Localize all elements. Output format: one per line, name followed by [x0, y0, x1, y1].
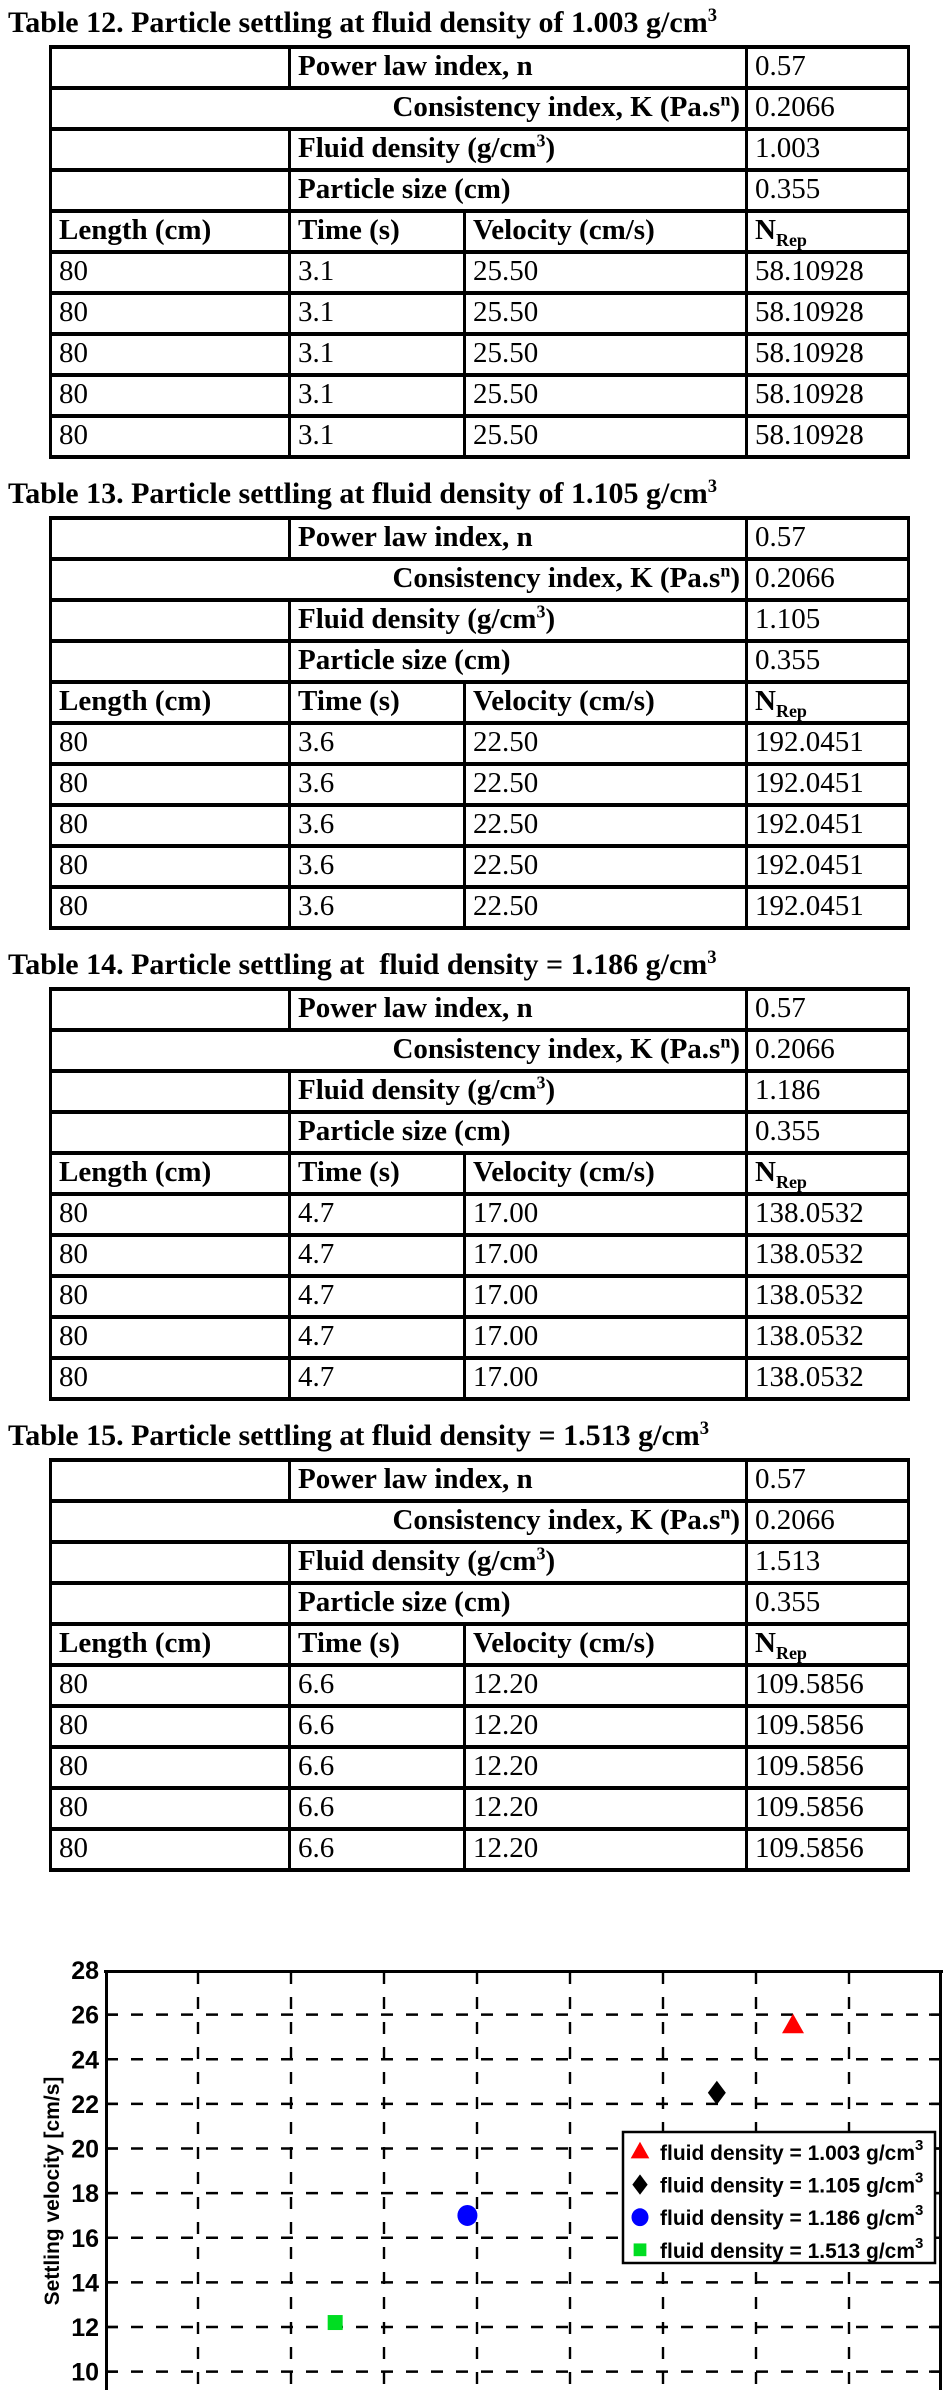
- cell: 17.00: [465, 1276, 747, 1317]
- superscript: n: [720, 560, 731, 581]
- table-row: [51, 764, 909, 805]
- cell: 3.1: [290, 252, 465, 293]
- legend-label: fluid density = 1.003 $g/cm^3$: [660, 2137, 924, 2165]
- data-point-square: [328, 2315, 343, 2330]
- table-row: [51, 1706, 909, 1747]
- param-row: [51, 170, 909, 211]
- table-row: [51, 252, 909, 293]
- table-13-title: Table 13. Particle settling at fluid density of 1.105 $g/cm^3$: [8, 476, 717, 510]
- cell: 192.0451: [747, 805, 909, 846]
- cell: 80: [51, 1317, 290, 1358]
- table-block-15: [0, 1413, 951, 1872]
- column-header: $N_{Rep}$: [747, 682, 909, 723]
- table-row: [51, 1829, 909, 1870]
- param-label: Particle size (cm): [290, 170, 747, 211]
- param-row: [51, 518, 909, 559]
- param-empty-cell: [51, 129, 290, 170]
- superscript: 3: [536, 1072, 546, 1093]
- legend-marker-circle: [632, 2208, 649, 2226]
- data-point-triangle: [782, 2014, 804, 2034]
- param-label: Fluid density $(g/cm^3)$: [290, 1071, 747, 1112]
- superscript: n: [720, 1031, 731, 1052]
- cell: 17.00: [465, 1235, 747, 1276]
- cell: 192.0451: [747, 764, 909, 805]
- superscript: 3: [536, 1543, 546, 1564]
- cell: 80: [51, 1665, 290, 1706]
- cell: 80: [51, 1194, 290, 1235]
- param-label: Power law index, n: [290, 518, 747, 559]
- param-label: Consistency index, K $(Pa.s^n)$: [51, 1030, 747, 1071]
- y-tick-label: 24: [71, 2046, 99, 2075]
- cell: 22.50: [465, 723, 747, 764]
- legend-label: fluid density = 1.513 $g/cm^3$: [660, 2234, 924, 2263]
- cell: 109.5856: [747, 1788, 909, 1829]
- cell: 12.20: [465, 1829, 747, 1870]
- cell: 3.1: [290, 293, 465, 334]
- table-14-title: Table 14. Particle settling at fluid density = 1.186 $g/cm^3$: [8, 947, 717, 981]
- y-tick-label: 22: [71, 2090, 99, 2119]
- cell: 3.6: [290, 805, 465, 846]
- param-label: Consistency index, K $(Pa.s^n)$: [51, 88, 747, 129]
- column-header: Velocity (cm/s): [465, 211, 747, 252]
- param-row: [51, 1030, 909, 1071]
- param-value: 0.355: [747, 641, 909, 682]
- table-row: [51, 375, 909, 416]
- column-header: $N_{Rep}$: [747, 1153, 909, 1194]
- column-header: Length (cm): [51, 211, 290, 252]
- cell: 22.50: [465, 846, 747, 887]
- subscript: Rep: [775, 1642, 807, 1663]
- cell: 80: [51, 1276, 290, 1317]
- param-label: Fluid density $(g/cm^3)$: [290, 600, 747, 641]
- param-row: [51, 641, 909, 682]
- param-value: 0.2066: [747, 559, 909, 600]
- cell: 4.7: [290, 1235, 465, 1276]
- cell: 25.50: [465, 375, 747, 416]
- cell: 4.7: [290, 1194, 465, 1235]
- param-empty-cell: [51, 518, 290, 559]
- settling-velocity-chart: [0, 1872, 951, 2387]
- table-row: [51, 293, 909, 334]
- superscript: 3: [536, 601, 546, 622]
- cell: 58.10928: [747, 334, 909, 375]
- subscript: Rep: [775, 1171, 807, 1192]
- header-row: [51, 211, 909, 252]
- superscript: 3: [707, 5, 717, 26]
- param-value: 0.355: [747, 1112, 909, 1153]
- cell: 6.6: [290, 1665, 465, 1706]
- table-row: [51, 1235, 909, 1276]
- table-14: [49, 987, 910, 1401]
- cell: 58.10928: [747, 416, 909, 457]
- cell: 4.7: [290, 1358, 465, 1399]
- cell: 6.6: [290, 1788, 465, 1829]
- table-block-13: [0, 471, 951, 930]
- param-label: Power law index, n: [290, 1460, 747, 1501]
- cell: 12.20: [465, 1706, 747, 1747]
- cell: 25.50: [465, 334, 747, 375]
- cell: 3.1: [290, 334, 465, 375]
- cell: 22.50: [465, 887, 747, 928]
- table-row: [51, 1317, 909, 1358]
- param-empty-cell: [51, 989, 290, 1030]
- param-value: 1.513: [747, 1542, 909, 1583]
- param-row: [51, 1112, 909, 1153]
- table-13: [49, 516, 910, 930]
- param-row: [51, 88, 909, 129]
- cell: 4.7: [290, 1317, 465, 1358]
- cell: 12.20: [465, 1788, 747, 1829]
- cell: 109.5856: [747, 1829, 909, 1870]
- param-value: 0.2066: [747, 1501, 909, 1542]
- cell: 80: [51, 1788, 290, 1829]
- cell: 58.10928: [747, 293, 909, 334]
- cell: 80: [51, 1235, 290, 1276]
- cell: 3.6: [290, 764, 465, 805]
- param-empty-cell: [51, 1460, 290, 1501]
- param-label: Consistency index, K $(Pa.s^n)$: [51, 559, 747, 600]
- y-tick-label: 16: [71, 2224, 99, 2253]
- table-15-title: Table 15. Particle settling at fluid density = 1.513 $g/cm^3$: [8, 1418, 710, 1452]
- param-row: [51, 1542, 909, 1583]
- param-value: 0.2066: [747, 88, 909, 129]
- cell: 3.6: [290, 846, 465, 887]
- cell: 192.0451: [747, 723, 909, 764]
- cell: 109.5856: [747, 1747, 909, 1788]
- table-row: [51, 1194, 909, 1235]
- param-empty-cell: [51, 641, 290, 682]
- cell: 109.5856: [747, 1706, 909, 1747]
- cell: 25.50: [465, 293, 747, 334]
- cell: 80: [51, 375, 290, 416]
- table-row: [51, 1665, 909, 1706]
- legend-marker-square: [634, 2243, 647, 2256]
- param-row: [51, 129, 909, 170]
- y-tick-label: 20: [71, 2135, 99, 2164]
- cell: 80: [51, 723, 290, 764]
- param-empty-cell: [51, 1071, 290, 1112]
- param-label: Consistency index, K $(Pa.s^n)$: [51, 1501, 747, 1542]
- chart-canvas: [0, 1957, 951, 2390]
- table-12: [49, 45, 910, 459]
- cell: 80: [51, 1747, 290, 1788]
- legend-label-superscript: 3: [915, 2169, 924, 2187]
- column-header: Length (cm): [51, 682, 290, 723]
- cell: 80: [51, 1358, 290, 1399]
- param-empty-cell: [51, 1583, 290, 1624]
- table-row: [51, 1788, 909, 1829]
- table-row: [51, 887, 909, 928]
- cell: 22.50: [465, 805, 747, 846]
- header-row: [51, 1624, 909, 1665]
- cell: 25.50: [465, 252, 747, 293]
- param-value: 0.57: [747, 1460, 909, 1501]
- param-empty-cell: [51, 47, 290, 88]
- cell: 12.20: [465, 1665, 747, 1706]
- legend-label: fluid density = 1.186 $g/cm^3$: [660, 2202, 924, 2231]
- param-value: 0.57: [747, 518, 909, 559]
- cell: 6.6: [290, 1829, 465, 1870]
- cell: 12.20: [465, 1747, 747, 1788]
- column-header: Time (s): [290, 1153, 465, 1194]
- cell: 80: [51, 764, 290, 805]
- param-row: [51, 1460, 909, 1501]
- table-15: [49, 1458, 910, 1872]
- superscript: 3: [707, 476, 717, 497]
- cell: 80: [51, 334, 290, 375]
- cell: 80: [51, 252, 290, 293]
- table-row: [51, 846, 909, 887]
- cell: 80: [51, 805, 290, 846]
- cell: 17.00: [465, 1194, 747, 1235]
- param-value: 0.57: [747, 47, 909, 88]
- param-value: 0.355: [747, 1583, 909, 1624]
- cell: 17.00: [465, 1317, 747, 1358]
- column-header: Time (s): [290, 211, 465, 252]
- param-row: [51, 47, 909, 88]
- param-value: 1.186: [747, 1071, 909, 1112]
- cell: 192.0451: [747, 846, 909, 887]
- superscript: n: [720, 1502, 731, 1523]
- cell: 3.1: [290, 375, 465, 416]
- cell: 80: [51, 846, 290, 887]
- cell: 22.50: [465, 764, 747, 805]
- column-header: Velocity (cm/s): [465, 682, 747, 723]
- superscript: 3: [536, 130, 546, 151]
- param-row: [51, 559, 909, 600]
- param-row: [51, 600, 909, 641]
- param-empty-cell: [51, 170, 290, 211]
- column-header: Velocity (cm/s): [465, 1153, 747, 1194]
- cell: 138.0532: [747, 1235, 909, 1276]
- param-value: 1.105: [747, 600, 909, 641]
- param-row: [51, 1583, 909, 1624]
- cell: 3.6: [290, 723, 465, 764]
- y-tick-label: 26: [71, 2001, 99, 2030]
- column-header: Time (s): [290, 1624, 465, 1665]
- table-row: [51, 723, 909, 764]
- data-point-diamond: [708, 2081, 726, 2105]
- cell: 58.10928: [747, 375, 909, 416]
- param-label: Particle size (cm): [290, 1112, 747, 1153]
- cell: 80: [51, 887, 290, 928]
- table-block-12: [0, 0, 951, 459]
- cell: 138.0532: [747, 1317, 909, 1358]
- table-row: [51, 1358, 909, 1399]
- superscript: 3: [707, 947, 717, 968]
- y-tick-label: 10: [71, 2358, 99, 2387]
- table-12-title: Table 12. Particle settling at fluid density of 1.003 $g/cm^3$: [8, 5, 717, 39]
- param-empty-cell: [51, 600, 290, 641]
- cell: 109.5856: [747, 1665, 909, 1706]
- superscript: 3: [699, 1418, 710, 1439]
- cell: 3.6: [290, 887, 465, 928]
- y-tick-label: 18: [71, 2180, 99, 2209]
- cell: 80: [51, 1829, 290, 1870]
- param-label: Power law index, n: [290, 989, 747, 1030]
- legend-label: fluid density = 1.105 $g/cm^3$: [660, 2169, 924, 2198]
- table-row: [51, 1276, 909, 1317]
- param-value: 1.003: [747, 129, 909, 170]
- legend-label-superscript: 3: [915, 2234, 924, 2252]
- table-row: [51, 334, 909, 375]
- param-label: Particle size (cm): [290, 1583, 747, 1624]
- table-block-14: [0, 942, 951, 1401]
- param-value: 0.355: [747, 170, 909, 211]
- param-row: [51, 1501, 909, 1542]
- param-empty-cell: [51, 1112, 290, 1153]
- y-tick-label: 12: [71, 2314, 99, 2342]
- cell: 138.0532: [747, 1358, 909, 1399]
- column-header: Length (cm): [51, 1153, 290, 1194]
- param-empty-cell: [51, 1542, 290, 1583]
- column-header: $N_{Rep}$: [747, 211, 909, 252]
- param-row: [51, 989, 909, 1030]
- table-row: [51, 416, 909, 457]
- cell: 138.0532: [747, 1194, 909, 1235]
- param-value: 0.2066: [747, 1030, 909, 1071]
- param-label: Fluid density $(g/cm^3)$: [290, 1542, 747, 1583]
- superscript: n: [720, 89, 731, 110]
- cell: 80: [51, 1706, 290, 1747]
- param-row: [51, 1071, 909, 1112]
- legend-label-superscript: 3: [915, 2137, 924, 2154]
- table-row: [51, 1747, 909, 1788]
- y-tick-label: 14: [71, 2269, 99, 2298]
- y-axis-label: Settling velocity [cm/s]: [41, 2076, 64, 2306]
- cell: 25.50: [465, 416, 747, 457]
- subscript: Rep: [775, 700, 807, 721]
- header-row: [51, 1153, 909, 1194]
- legend-label-superscript: 3: [915, 2202, 924, 2220]
- subscript: Rep: [775, 229, 807, 250]
- table-row: [51, 805, 909, 846]
- cell: 138.0532: [747, 1276, 909, 1317]
- cell: 6.6: [290, 1706, 465, 1747]
- cell: 17.00: [465, 1358, 747, 1399]
- param-label: Particle size (cm): [290, 641, 747, 682]
- y-tick-label: 28: [71, 1957, 99, 1985]
- param-label: Fluid density $(g/cm^3)$: [290, 129, 747, 170]
- param-label: Power law index, n: [290, 47, 747, 88]
- column-header: Velocity (cm/s): [465, 1624, 747, 1665]
- cell: 58.10928: [747, 252, 909, 293]
- header-row: [51, 682, 909, 723]
- column-header: $N_{Rep}$: [747, 1624, 909, 1665]
- data-point-circle: [457, 2205, 477, 2226]
- cell: 192.0451: [747, 887, 909, 928]
- cell: 80: [51, 416, 290, 457]
- param-value: 0.57: [747, 989, 909, 1030]
- cell: 6.6: [290, 1747, 465, 1788]
- column-header: Time (s): [290, 682, 465, 723]
- cell: 4.7: [290, 1276, 465, 1317]
- cell: 3.1: [290, 416, 465, 457]
- column-header: Length (cm): [51, 1624, 290, 1665]
- cell: 80: [51, 293, 290, 334]
